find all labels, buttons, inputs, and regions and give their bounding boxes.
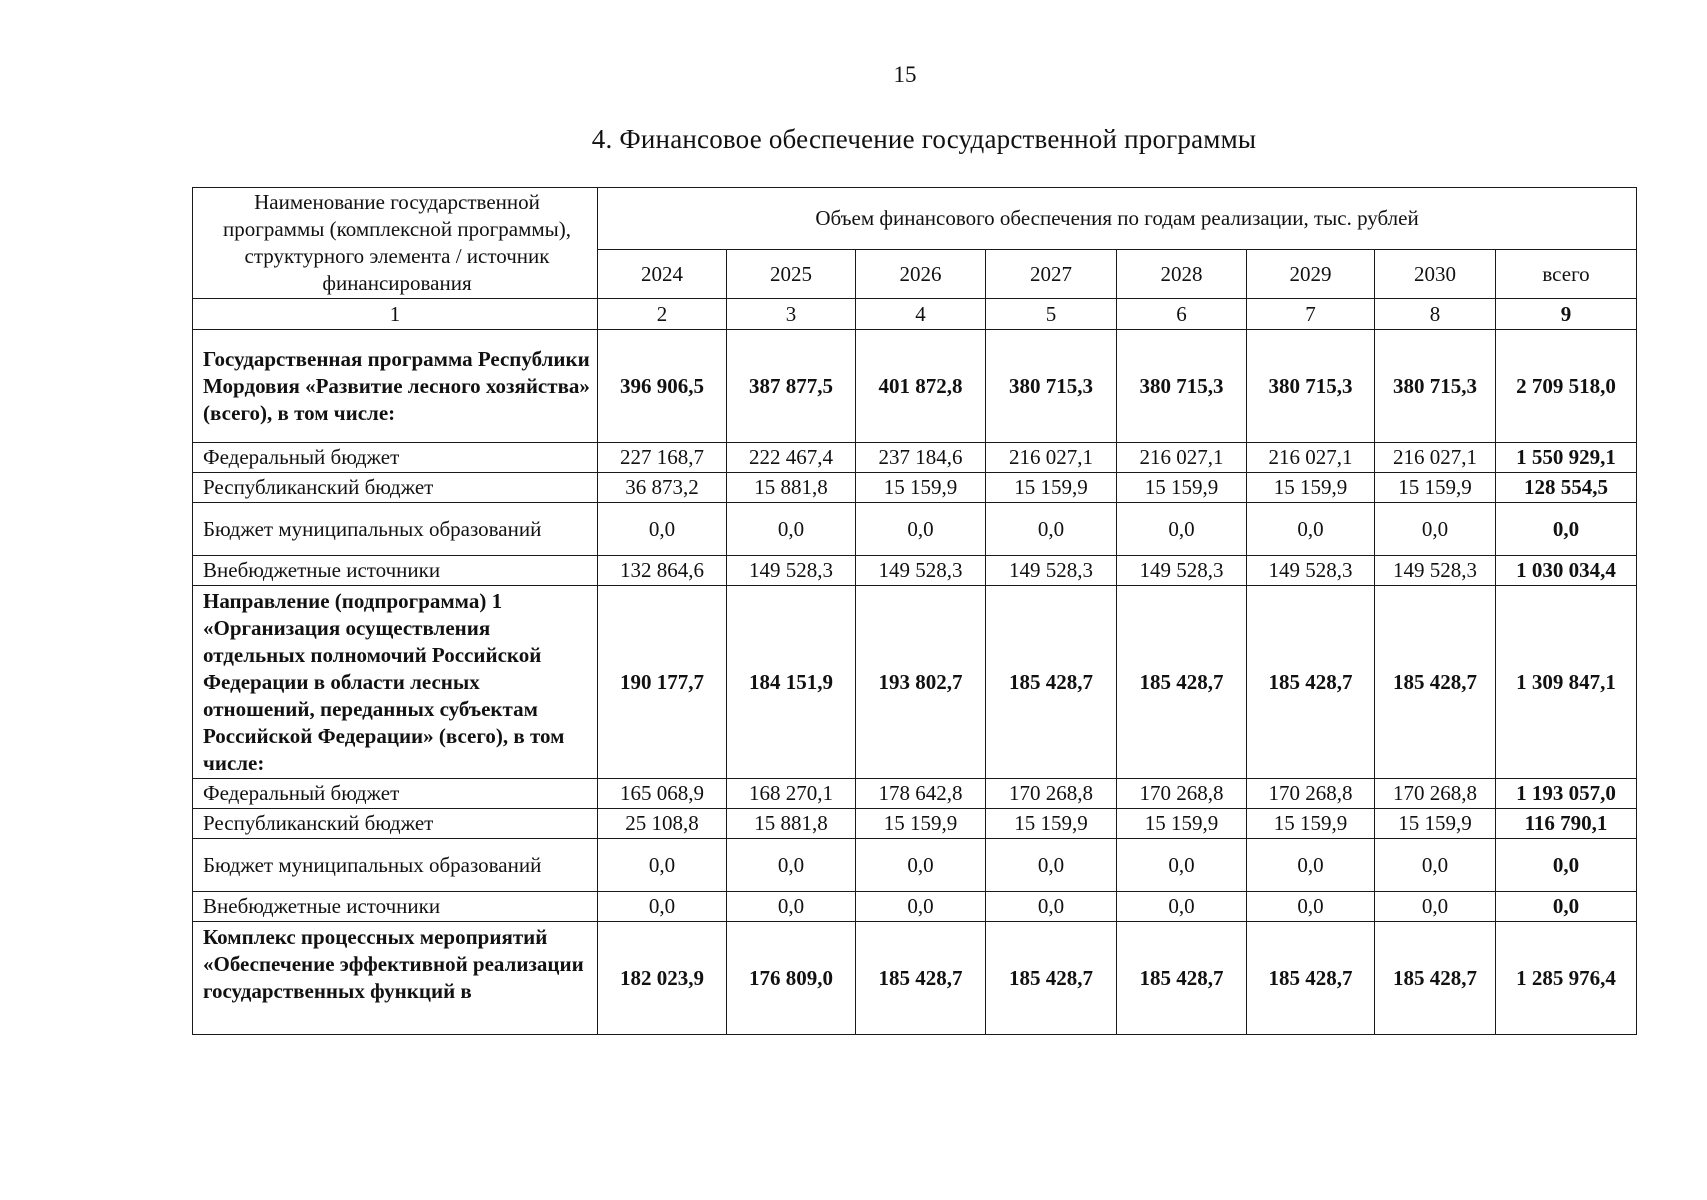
row-value: 15 881,8 xyxy=(727,473,856,503)
row-value: 15 159,9 xyxy=(1117,473,1247,503)
table-row xyxy=(193,443,1637,473)
row-value: 149 528,3 xyxy=(856,556,986,586)
row-value: 216 027,1 xyxy=(1375,443,1496,473)
section-title: 4. Финансовое обеспечение государственной программы xyxy=(591,124,1257,154)
row-value: 185 428,7 xyxy=(1247,586,1375,779)
row-value: 170 268,8 xyxy=(986,779,1117,809)
row-total: 1 193 057,0 xyxy=(1496,779,1637,809)
header-total: всего xyxy=(1496,250,1637,299)
row-name: Бюджет муниципальных образований xyxy=(193,839,598,892)
row-value: 216 027,1 xyxy=(1247,443,1375,473)
row-name: Федеральный бюджет xyxy=(193,443,598,473)
row-value: 0,0 xyxy=(1117,839,1247,892)
row-value: 25 108,8 xyxy=(598,809,727,839)
row-value: 227 168,7 xyxy=(598,443,727,473)
row-value: 0,0 xyxy=(1247,503,1375,556)
row-value: 216 027,1 xyxy=(1117,443,1247,473)
row-value: 380 715,3 xyxy=(1375,330,1496,443)
page-number: 15 xyxy=(893,62,917,87)
row-value: 0,0 xyxy=(986,892,1117,922)
row-total: 0,0 xyxy=(1496,839,1637,892)
table-row xyxy=(193,556,1637,586)
table-row xyxy=(193,473,1637,503)
column-number: 2 xyxy=(598,299,727,330)
row-value: 15 159,9 xyxy=(1117,809,1247,839)
row-total: 1 030 034,4 xyxy=(1496,556,1637,586)
column-number: 8 xyxy=(1375,299,1496,330)
row-value: 193 802,7 xyxy=(856,586,986,779)
table-row-subprogram-total xyxy=(193,586,1637,779)
row-value: 396 906,5 xyxy=(598,330,727,443)
header-year: 2027 xyxy=(986,250,1117,299)
row-value: 15 159,9 xyxy=(986,473,1117,503)
row-value: 0,0 xyxy=(727,892,856,922)
financing-table xyxy=(192,187,1637,1035)
row-value: 185 428,7 xyxy=(1375,922,1496,1035)
row-value: 0,0 xyxy=(856,503,986,556)
row-value: 380 715,3 xyxy=(1247,330,1375,443)
header-year: 2026 xyxy=(856,250,986,299)
row-name: Республиканский бюджет xyxy=(193,473,598,503)
row-value: 0,0 xyxy=(1375,892,1496,922)
row-value: 170 268,8 xyxy=(1375,779,1496,809)
column-number: 1 xyxy=(193,299,598,330)
row-name: Государственная программа Республики Мордовия «Развитие лесного хозяйства» (всего), в том числе: xyxy=(193,330,598,443)
header-year: 2028 xyxy=(1117,250,1247,299)
row-value: 190 177,7 xyxy=(598,586,727,779)
row-value: 185 428,7 xyxy=(1117,922,1247,1035)
column-number: 9 xyxy=(1496,299,1637,330)
table-row-process-complex xyxy=(193,922,1637,1035)
row-value: 387 877,5 xyxy=(727,330,856,443)
header-year: 2029 xyxy=(1247,250,1375,299)
row-value: 0,0 xyxy=(598,503,727,556)
row-total: 128 554,5 xyxy=(1496,473,1637,503)
row-value: 0,0 xyxy=(727,839,856,892)
header-year: 2030 xyxy=(1375,250,1496,299)
row-value: 185 428,7 xyxy=(1375,586,1496,779)
row-value: 0,0 xyxy=(856,839,986,892)
table-row xyxy=(193,892,1637,922)
row-value: 0,0 xyxy=(598,839,727,892)
row-total: 2 709 518,0 xyxy=(1496,330,1637,443)
row-name: Внебюджетные источники xyxy=(193,556,598,586)
row-total: 0,0 xyxy=(1496,892,1637,922)
row-value: 184 151,9 xyxy=(727,586,856,779)
table-row xyxy=(193,779,1637,809)
row-value: 182 023,9 xyxy=(598,922,727,1035)
row-name: Федеральный бюджет xyxy=(193,779,598,809)
row-name: Направление (подпрограмма) 1 «Организация осуществления отдельных полномочий Российской Федерации в области лесных отношений, переданных субъектам Российской Федерации» (всего), в том числе: xyxy=(193,586,598,779)
row-value: 0,0 xyxy=(727,503,856,556)
row-value: 15 159,9 xyxy=(1375,809,1496,839)
row-value: 149 528,3 xyxy=(727,556,856,586)
row-value: 15 159,9 xyxy=(856,473,986,503)
table-row xyxy=(193,503,1637,556)
row-value: 168 270,1 xyxy=(727,779,856,809)
row-value: 36 873,2 xyxy=(598,473,727,503)
header-year: 2024 xyxy=(598,250,727,299)
row-value: 0,0 xyxy=(1375,503,1496,556)
row-value: 0,0 xyxy=(986,503,1117,556)
row-value: 216 027,1 xyxy=(986,443,1117,473)
row-name: Комплекс процессных мероприятий «Обеспечение эффективной реализации государственных функций в xyxy=(193,922,598,1035)
row-value: 401 872,8 xyxy=(856,330,986,443)
row-value: 15 159,9 xyxy=(1375,473,1496,503)
row-value: 185 428,7 xyxy=(1117,586,1247,779)
row-value: 185 428,7 xyxy=(986,586,1117,779)
row-value: 149 528,3 xyxy=(1375,556,1496,586)
row-value: 0,0 xyxy=(1247,839,1375,892)
column-number: 7 xyxy=(1247,299,1375,330)
header-year: 2025 xyxy=(727,250,856,299)
row-value: 149 528,3 xyxy=(1117,556,1247,586)
row-value: 237 184,6 xyxy=(856,443,986,473)
row-name: Внебюджетные источники xyxy=(193,892,598,922)
row-value: 15 159,9 xyxy=(986,809,1117,839)
header-name-column: Наименование государственной программы (комплексной программы), структурного элемента / источник финансирования xyxy=(193,188,598,299)
row-value: 380 715,3 xyxy=(986,330,1117,443)
row-value: 0,0 xyxy=(598,892,727,922)
table-row xyxy=(193,839,1637,892)
header-row-caption xyxy=(193,188,1637,250)
row-total: 116 790,1 xyxy=(1496,809,1637,839)
row-value: 222 467,4 xyxy=(727,443,856,473)
row-value: 170 268,8 xyxy=(1247,779,1375,809)
row-total: 1 309 847,1 xyxy=(1496,586,1637,779)
row-value: 0,0 xyxy=(1375,839,1496,892)
row-value: 0,0 xyxy=(856,892,986,922)
row-value: 149 528,3 xyxy=(986,556,1117,586)
header-volume-caption: Объем финансового обеспечения по годам реализации, тыс. рублей xyxy=(598,188,1637,250)
row-value: 185 428,7 xyxy=(1247,922,1375,1035)
row-total: 1 550 929,1 xyxy=(1496,443,1637,473)
column-number: 5 xyxy=(986,299,1117,330)
row-value: 380 715,3 xyxy=(1117,330,1247,443)
column-number: 6 xyxy=(1117,299,1247,330)
row-value: 185 428,7 xyxy=(986,922,1117,1035)
row-name: Республиканский бюджет xyxy=(193,809,598,839)
row-value: 0,0 xyxy=(1247,892,1375,922)
row-value: 176 809,0 xyxy=(727,922,856,1035)
table-row-program-total xyxy=(193,330,1637,443)
column-number: 4 xyxy=(856,299,986,330)
row-value: 0,0 xyxy=(1117,503,1247,556)
row-total: 1 285 976,4 xyxy=(1496,922,1637,1035)
row-value: 185 428,7 xyxy=(856,922,986,1035)
row-value: 0,0 xyxy=(986,839,1117,892)
column-number: 3 xyxy=(727,299,856,330)
row-name: Бюджет муниципальных образований xyxy=(193,503,598,556)
row-value: 132 864,6 xyxy=(598,556,727,586)
row-value: 178 642,8 xyxy=(856,779,986,809)
row-value: 165 068,9 xyxy=(598,779,727,809)
row-value: 15 159,9 xyxy=(1247,809,1375,839)
row-value: 0,0 xyxy=(1117,892,1247,922)
row-value: 149 528,3 xyxy=(1247,556,1375,586)
row-value: 15 159,9 xyxy=(856,809,986,839)
row-value: 15 159,9 xyxy=(1247,473,1375,503)
table-row xyxy=(193,809,1637,839)
row-value: 15 881,8 xyxy=(727,809,856,839)
column-numbers-row xyxy=(193,299,1637,330)
row-total: 0,0 xyxy=(1496,503,1637,556)
row-value: 170 268,8 xyxy=(1117,779,1247,809)
